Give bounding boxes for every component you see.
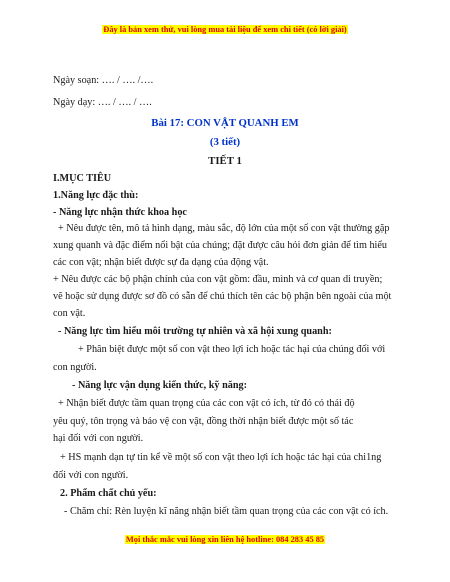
- lesson-duration: (3 tiết): [209, 136, 241, 148]
- paragraph-line: hại đối với con người.: [53, 433, 144, 444]
- paragraph-line: + Nhận biết được tầm quan trọng của các con vật có ích, từ đó có thái độ: [58, 398, 355, 409]
- paragraph-line: + HS mạnh dạn tự tin kể về một số con vật theo lợi ích hoặc tác hại của chi1ng: [60, 452, 382, 463]
- preview-notice-text: Đây là bản xem thử, vui lòng mua tài liệu để xem chi tiết (có lời giải): [103, 25, 347, 34]
- science-cognition-heading: - Năng lực nhận thức khoa học: [53, 207, 187, 218]
- paragraph-line: + Nêu được các bộ phận chính của con vật gồm: đầu, mình và cơ quan di truyền;: [53, 274, 383, 285]
- hotline-text: Mọi thắc mắc vui lòng xin liên hệ hotline: 084 283 45 85: [125, 535, 325, 544]
- paragraph-line: xung quanh và đặc điểm nổi bật của chúng; đặt được câu hỏi đơn giản để tìm hiểu: [53, 240, 387, 251]
- paragraph-line: các con vật; nhận biết được sự đa dạng của động vật.: [53, 257, 269, 268]
- environment-competence-heading: - Năng lực tìm hiểu môi trường tự nhiên và xã hội xung quanh:: [58, 326, 332, 337]
- section-objectives-heading: I.MỤC TIÊU: [53, 173, 112, 184]
- preview-notice-banner: [0, 25, 450, 34]
- hotline-banner: [0, 535, 450, 544]
- paragraph-line: yêu quý, tôn trọng và bảo vệ con vật, đồng thời nhận biết được một số tác: [53, 416, 354, 427]
- paragraph-line: đối với con người.: [53, 470, 129, 481]
- teaching-date: Ngày dạy: …. / …. / ….: [53, 97, 152, 108]
- paragraph-line: + Phân biệt được một số con vật theo lợi ích hoặc tác hại của chúng đối với: [78, 344, 386, 355]
- lesson-title: Bài 17: CON VẬT QUANH EM: [151, 117, 299, 129]
- paragraph-line: con vật.: [53, 308, 86, 319]
- period-heading: TIẾT 1: [208, 155, 242, 167]
- specific-competence-heading: 1.Năng lực đặc thù:: [53, 190, 139, 201]
- qualities-heading: 2. Phẩm chất chủ yếu:: [60, 488, 157, 499]
- prep-date: Ngày soạn: …. / …. /….: [53, 75, 154, 86]
- application-competence-heading: - Năng lực vận dụng kiến thức, kỹ năng:: [72, 380, 247, 391]
- paragraph-line: - Chăm chỉ: Rèn luyện kĩ năng nhận biết tầm quan trọng của các con vật có ích.: [64, 506, 389, 517]
- paragraph-line: + Nêu được tên, mô tả hình dạng, màu sắc, độ lớn của một số con vật thường gặp: [58, 223, 390, 234]
- paragraph-line: vẽ hoặc sử dụng được sơ đồ có sẵn để chú thích tên các bộ phận bên ngoài của một: [53, 291, 392, 302]
- paragraph-line: con người.: [53, 362, 97, 373]
